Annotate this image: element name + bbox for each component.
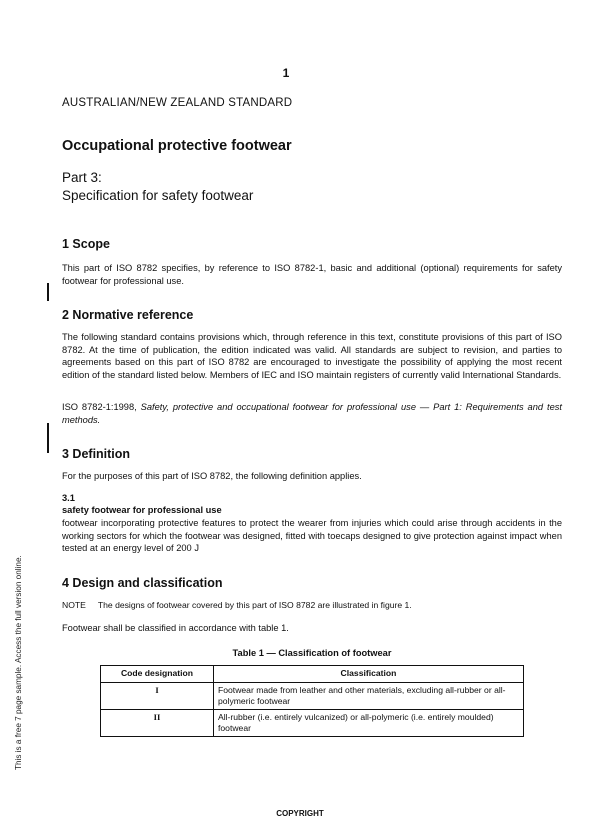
column-header-code: Code designation bbox=[101, 666, 214, 683]
change-bar bbox=[47, 423, 49, 453]
scope-paragraph: This part of ISO 8782 specifies, by reference to ISO 8782-1, basic and additional (optional) requirements for safety footwear for professional use. bbox=[62, 263, 562, 286]
table-row bbox=[101, 710, 524, 737]
classification-paragraph: Footwear shall be classified in accordance with table 1. bbox=[62, 623, 289, 633]
classification-cell: All-rubber (i.e. entirely vulcanized) or all-polymeric (i.e. entirely moulded) footwear bbox=[214, 710, 524, 737]
code-cell: II bbox=[101, 710, 214, 737]
table-row bbox=[101, 683, 524, 710]
part-title: Specification for safety footwear bbox=[62, 188, 254, 203]
sample-notice: This is a free 7 page sample. Access the full version online. bbox=[14, 555, 23, 770]
term-name: safety footwear for professional use bbox=[62, 505, 222, 515]
page-number: 1 bbox=[282, 66, 290, 80]
standard-label: AUSTRALIAN/NEW ZEALAND STANDARD bbox=[62, 97, 293, 109]
note bbox=[62, 600, 412, 610]
footer-copyright: COPYRIGHT bbox=[276, 809, 324, 818]
term-definition: footwear incorporating protective features to protect the wearer from injuries which could arise through accidents in the working sectors for which the footwear was designed, fitted with toecaps designed to give protection against impact when tested at an energy level of 200 J bbox=[62, 518, 562, 554]
column-header-classification: Classification bbox=[214, 666, 524, 683]
note-text: The designs of footwear covered by this part of ISO 8782 are illustrated in figure 1. bbox=[97, 600, 412, 610]
reference-title: Safety, protective and occupational footwear for professional use — Part 1: Requirements and test methods. bbox=[62, 402, 562, 425]
definition-intro: For the purposes of this part of ISO 8782, the following definition applies. bbox=[62, 471, 362, 481]
reference-code: ISO 8782-1:1998, bbox=[62, 402, 137, 412]
table-header-row bbox=[101, 666, 524, 683]
section-heading-definition: 3 Definition bbox=[62, 447, 131, 461]
change-bar bbox=[47, 283, 49, 301]
section-heading-scope: 1 Scope bbox=[62, 237, 110, 251]
classification-cell: Footwear made from leather and other materials, excluding all-rubber or all-polymeric footwear bbox=[214, 683, 524, 710]
term-number: 3.1 bbox=[62, 493, 75, 503]
document-title: Occupational protective footwear bbox=[62, 138, 292, 154]
classification-table bbox=[100, 665, 524, 737]
code-cell: I bbox=[101, 683, 214, 710]
normative-reference-citation bbox=[62, 401, 562, 426]
part-number: Part 3: bbox=[62, 170, 102, 185]
normative-reference-paragraph: The following standard contains provisions which, through reference in this text, constitute provisions of this part of ISO 8782. At the time of publication, the edition indicated was valid. All standards are subject to revision, and parties to agreements based on this part of ISO 8782 are encouraged to investigate the possibility of applying the most recent edition of the standard listed below. Members of IEC and ISO maintain registers of currently valid International Standards. bbox=[62, 332, 562, 380]
section-heading-design-classification: 4 Design and classification bbox=[62, 576, 223, 590]
section-heading-normative-reference: 2 Normative reference bbox=[62, 308, 194, 322]
note-label: NOTE bbox=[62, 600, 86, 610]
table-caption: Table 1 — Classification of footwear bbox=[232, 648, 392, 658]
